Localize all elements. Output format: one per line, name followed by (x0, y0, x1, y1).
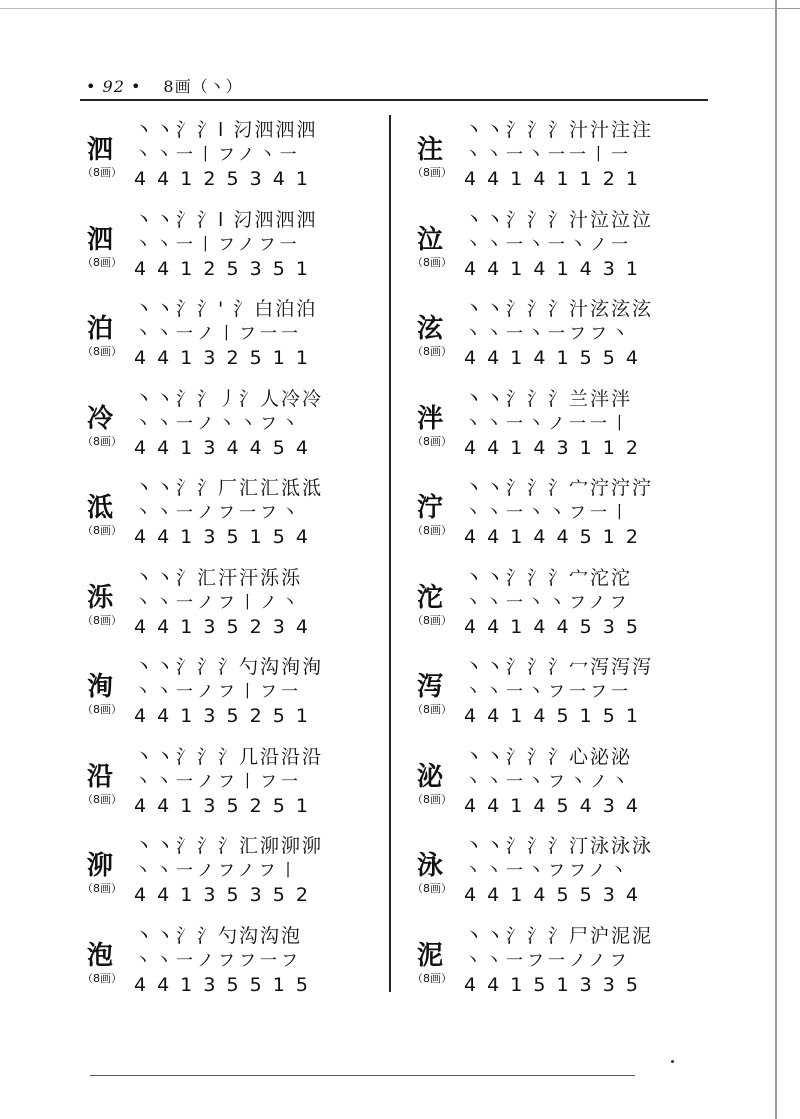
stroke-count-note: （8画） (412, 882, 452, 895)
stroke-codes: 4 4 1 4 3 1 1 2 (464, 436, 639, 459)
stroke-sequence: 丶丶氵氵勺沟沟泡 (134, 924, 303, 947)
entry-character: 泺 (87, 582, 114, 613)
character-entry (78, 650, 398, 740)
stroke-shapes: 丶丶一丶フ丶ノ丶 (464, 771, 632, 792)
stroke-count-note: （8画） (82, 524, 122, 537)
stroke-sequence: 丶丶氵氵' 氵白泊泊 (134, 298, 318, 320)
stroke-sequence: 丶丶氵氵氵汁泫泫泫 (464, 298, 654, 320)
entry-character: 泞 (417, 493, 444, 523)
entry-character: 泳 (417, 851, 444, 881)
stroke-codes: 4 4 1 3 5 5 1 5 (134, 973, 309, 996)
stroke-shapes: 丶丶一丶丶フノフ (464, 592, 631, 613)
right-column (408, 113, 728, 1008)
stroke-shapes: 丶丶一丶フフノ丶 (464, 861, 631, 881)
character-entry (408, 471, 728, 561)
stroke-count-note: （8画） (82, 345, 122, 358)
stroke-codes: 4 4 1 4 4 5 3 5 (464, 615, 639, 638)
stroke-count-note: （8画） (412, 703, 452, 716)
stroke-sequence: 丶丶氵氵氵宀沱沱 (464, 566, 633, 589)
stroke-codes: 4 4 1 5 1 3 3 5 (464, 973, 639, 996)
stroke-count-note: （8画） (412, 971, 452, 985)
stroke-sequence: 丶丶氵氵氵汁泣泣泣 (464, 208, 654, 231)
stroke-sequence: 丶丶氵氵氵心泌泌 (464, 745, 633, 768)
entry-character: 泜 (87, 493, 114, 523)
stroke-shapes: 丶丶一ノフ丨フ一 (134, 682, 302, 702)
entry-character: 冷 (87, 403, 114, 434)
stroke-sequence: 丶丶氵氵氵几沿沿沿 (134, 745, 324, 768)
stroke-shapes: 丶丶一丶ノ一一丨 (464, 413, 632, 434)
stroke-codes: 4 4 1 3 5 2 3 4 (134, 615, 309, 638)
character-entry (78, 292, 398, 382)
entry-character: 泌 (417, 761, 444, 792)
stroke-shapes: 丶丶一丶一丶ノ一 (464, 234, 632, 255)
stroke-codes: 4 4 1 4 5 1 5 1 (464, 705, 639, 727)
stroke-count-note: （8画） (82, 166, 122, 179)
stroke-sequence: 丶丶氵氵厂汇汇泜泜 (134, 477, 324, 499)
stroke-codes: 4 4 1 4 5 5 3 4 (464, 884, 639, 906)
page-header (86, 74, 243, 97)
stroke-codes: 4 4 1 3 2 5 1 1 (134, 347, 309, 369)
stroke-count-note: （8画） (82, 882, 122, 895)
stroke-shapes: 丶丶一丶フ一フ一 (464, 682, 632, 702)
entry-character: 沱 (417, 582, 444, 613)
character-entry (408, 650, 728, 740)
stroke-shapes: 丶丶一ノフフ一フ (134, 950, 302, 971)
entry-character: 注 (417, 135, 444, 165)
stroke-shapes: 丶丶一ノ丨フ一一 (134, 324, 302, 344)
character-entry (408, 203, 728, 293)
stroke-codes: 4 4 1 4 4 5 1 2 (464, 526, 639, 548)
bottom-rule (90, 1075, 635, 1076)
stroke-sequence: 丶丶氵氵丿氵人冷冷 (134, 387, 324, 410)
stroke-sequence: 丶丶氵氵氵尸沪泥泥 (464, 924, 654, 947)
left-column (78, 113, 398, 1008)
stroke-shapes: 丶丶一丶一一丨一 (464, 145, 632, 165)
stroke-sequence: 丶丶氵氵氵汁汁注注 (464, 119, 654, 141)
character-entry (78, 919, 398, 1009)
character-entry (78, 471, 398, 561)
stroke-count-note: （8画） (82, 613, 122, 627)
stroke-count-note: （8画） (412, 792, 452, 806)
stroke-codes: 4 4 1 4 1 1 2 1 (464, 168, 639, 190)
character-entry (78, 113, 398, 203)
stroke-sequence: 丶丶氵汇汗汗泺泺 (134, 566, 303, 589)
page-number: • 92 • (86, 77, 142, 96)
stroke-shapes: 丶丶一丨フノフ一 (134, 234, 301, 255)
entry-character: 泥 (417, 940, 444, 971)
stroke-codes: 4 4 1 2 5 3 4 1 (134, 168, 309, 190)
entry-character: 泫 (417, 314, 444, 344)
entry-character: 泡 (87, 940, 114, 971)
stroke-count-note: （8画） (82, 703, 122, 716)
entry-character: 泗 (87, 135, 114, 165)
page-edge-corner (775, 0, 800, 9)
character-entry (78, 382, 398, 472)
stroke-shapes: 丶丶一フ一ノノフ (464, 950, 631, 971)
entry-character: 泣 (417, 224, 444, 255)
stroke-sequence: 丶丶氵氵氵冖泻泻泻 (464, 656, 654, 678)
stroke-codes: 4 4 1 3 5 2 5 1 (134, 794, 309, 817)
character-entry (78, 203, 398, 293)
character-entry (408, 829, 728, 919)
character-entry (408, 382, 728, 472)
stroke-sequence: 丶丶氵氵l 汈泗泗泗 (134, 119, 318, 141)
stroke-count-note: （8画） (412, 345, 452, 358)
stroke-shapes: 丶丶一ノフノフ丨 (134, 861, 301, 881)
stroke-count-note: （8画） (82, 255, 122, 269)
character-entry (78, 829, 398, 919)
stroke-codes: 4 4 1 3 5 2 5 1 (134, 705, 309, 727)
stroke-shapes: 丶丶一丶丶フ一丨 (464, 503, 632, 523)
page-edge-top (0, 8, 775, 9)
character-entry (408, 561, 728, 651)
stroke-sequence: 丶丶氵氵氵汇泖泖泖 (134, 835, 324, 857)
page-edge-right (775, 0, 777, 1119)
entry-character: 泖 (87, 851, 114, 881)
stroke-count-note: （8画） (82, 792, 122, 806)
entry-character: 泊 (87, 314, 114, 344)
stroke-count-note: （8画） (412, 434, 452, 448)
stroke-sequence: 丶丶氵氵氵汀泳泳泳 (464, 835, 654, 857)
stroke-sequence: 丶丶氵氵氵勺沟洵洵 (134, 656, 324, 678)
entry-character: 泗 (87, 224, 114, 255)
character-entry (408, 292, 728, 382)
stroke-shapes: 丶丶一丨フノ丶一 (134, 145, 301, 165)
stroke-count-note: （8画） (412, 613, 452, 627)
stroke-codes: 4 4 1 4 5 4 3 4 (464, 794, 639, 817)
stroke-codes: 4 4 1 2 5 3 5 1 (134, 257, 309, 280)
character-entry (78, 740, 398, 830)
stroke-codes: 4 4 1 3 5 3 5 2 (134, 884, 309, 906)
section-title: 8画（丶） (163, 77, 243, 96)
stroke-codes: 4 4 1 4 1 4 3 1 (464, 257, 639, 280)
stroke-codes: 4 4 1 3 5 1 5 4 (134, 526, 309, 548)
stroke-shapes: 丶丶一ノフ一フ丶 (134, 503, 302, 523)
character-entry (408, 740, 728, 830)
stroke-shapes: 丶丶一ノフ丨フ一 (134, 771, 302, 792)
character-entry (78, 561, 398, 651)
entry-character: 泮 (417, 403, 444, 434)
entry-character: 洵 (87, 672, 114, 702)
character-entry (408, 919, 728, 1009)
stroke-count-note: （8画） (82, 434, 122, 448)
header-rule (80, 99, 708, 101)
entry-character: 泻 (417, 672, 444, 702)
stroke-codes: 4 4 1 3 4 4 5 4 (134, 436, 309, 459)
stroke-shapes: 丶丶一ノ丶丶フ丶 (134, 413, 302, 434)
stroke-count-note: （8画） (412, 166, 452, 179)
character-entry (408, 113, 728, 203)
entry-character: 沿 (87, 761, 114, 792)
stroke-shapes: 丶丶一丶一フフ丶 (464, 324, 632, 344)
scan-speck (671, 1060, 674, 1063)
stroke-count-note: （8画） (412, 255, 452, 269)
stroke-shapes: 丶丶一ノフ丨ノ丶 (134, 592, 302, 613)
stroke-sequence: 丶丶氵氵氵兰泮泮 (464, 387, 633, 410)
stroke-sequence: 丶丶氵氵l 汈泗泗泗 (134, 208, 318, 231)
stroke-count-note: （8画） (82, 971, 122, 985)
stroke-sequence: 丶丶氵氵氵宀泞泞泞 (464, 477, 654, 499)
stroke-codes: 4 4 1 4 1 5 5 4 (464, 347, 639, 369)
stroke-count-note: （8画） (412, 524, 452, 537)
